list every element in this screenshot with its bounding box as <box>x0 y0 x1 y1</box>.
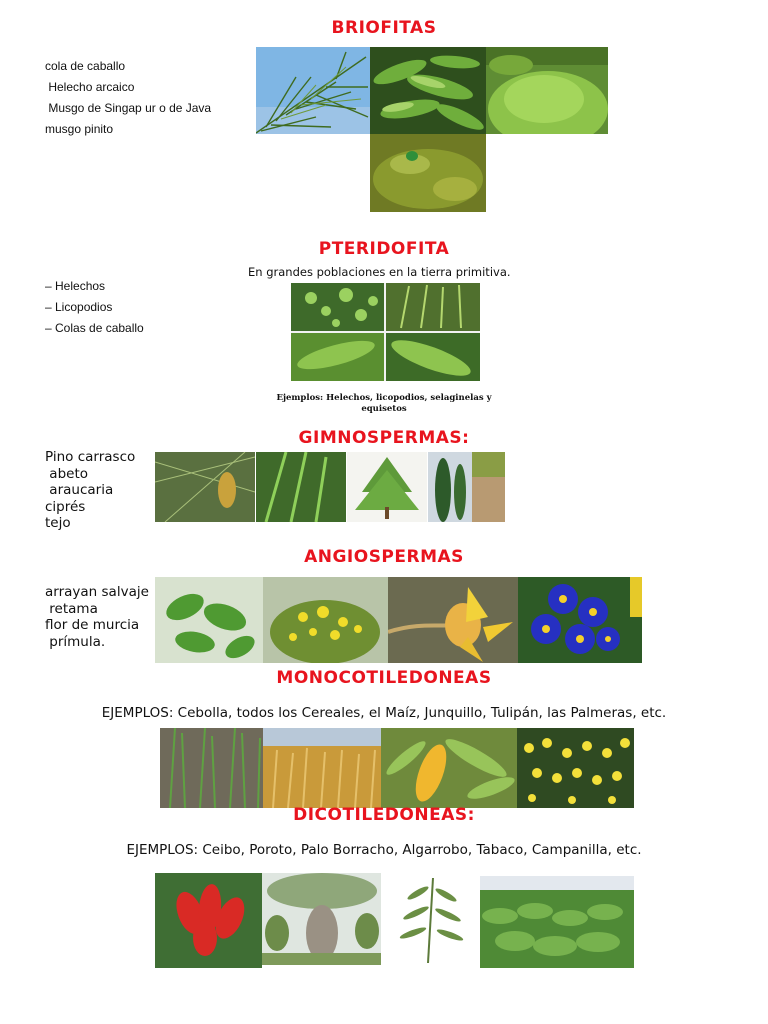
tobacco-field-photo <box>480 876 634 968</box>
monocotiledoneas-examples: EJEMPLOS: Cebolla, todos los Cereales, el Maíz, Junquillo, Tulipán, las Palmeras, etc. <box>101 705 667 721</box>
pteridofita-title: PTERIDOFITA <box>318 239 450 259</box>
list-item: prímula. <box>45 633 106 650</box>
wheat-field-photo <box>263 728 381 808</box>
daffodil-field-photo <box>517 728 634 808</box>
list-item: – Colas de caballo <box>45 321 144 335</box>
angiospermas-list <box>45 584 149 650</box>
pine-branch-photo <box>256 47 370 134</box>
list-item: flor de murcia <box>45 617 140 634</box>
palo-borracho-photo <box>262 873 381 965</box>
list-item: Helecho arcaico <box>45 80 135 94</box>
moss-mound-photo <box>486 47 608 134</box>
list-item: abeto <box>45 465 88 482</box>
gimnospermas-list <box>45 449 135 532</box>
fern-collage-photo <box>291 283 480 381</box>
broom-shrub-photo <box>263 577 388 663</box>
list-item: cola de caballo <box>45 59 126 73</box>
onion-field-photo <box>160 728 263 808</box>
monocotiledoneas-title: MONOCOTILEDONEAS <box>276 668 492 688</box>
pine-cone-photo <box>155 452 255 522</box>
list-item: Musgo de Singap ur o de Java <box>45 101 212 115</box>
myrtle-leaves-photo <box>155 577 263 663</box>
araucaria-photo <box>347 452 427 522</box>
pteridofita-figure-footer <box>268 393 500 415</box>
cypress-yew-photo <box>428 452 505 522</box>
figure-footer-line: equisetos <box>361 404 407 414</box>
moss-ground-photo <box>370 134 486 212</box>
ceibo-flower-photo <box>155 873 262 968</box>
primrose-photo <box>518 577 642 663</box>
fir-branch-photo <box>256 452 346 522</box>
pteridofita-figure-caption: En grandes poblaciones en la tierra primitiva. <box>248 265 511 279</box>
briofitas-list <box>45 56 211 140</box>
pteridofita-list <box>45 276 144 339</box>
figure-footer-line: Ejemplos: Helechos, licopodios, selaginelas y <box>276 393 492 403</box>
list-item: musgo pinito <box>45 122 114 136</box>
angiospermas-title: ANGIOSPERMAS <box>304 547 464 567</box>
dicotiledoneas-examples: EJEMPLOS: Ceibo, Poroto, Palo Borracho, Algarrobo, Tabaco, Campanilla, etc. <box>126 842 642 858</box>
list-item: arrayan salvaje <box>45 584 149 600</box>
algarrobo-leaf-photo <box>388 873 473 965</box>
briofitas-title: BRIOFITAS <box>331 18 437 38</box>
list-item: – Helechos <box>45 279 106 293</box>
list-item: retama <box>45 600 98 617</box>
list-item: tejo <box>45 515 71 532</box>
list-item: – Licopodios <box>45 300 113 314</box>
corn-photo <box>381 728 517 808</box>
list-item: ciprés <box>45 498 86 515</box>
yellow-lily-photo <box>388 577 518 663</box>
list-item: araucaria <box>45 482 114 499</box>
list-item: Pino carrasco <box>45 449 136 465</box>
dicotiledoneas-title: DICOTILEDONEAS: <box>293 805 475 825</box>
fern-frond-photo <box>370 47 486 134</box>
gimnospermas-title: GIMNOSPERMAS: <box>298 428 470 448</box>
